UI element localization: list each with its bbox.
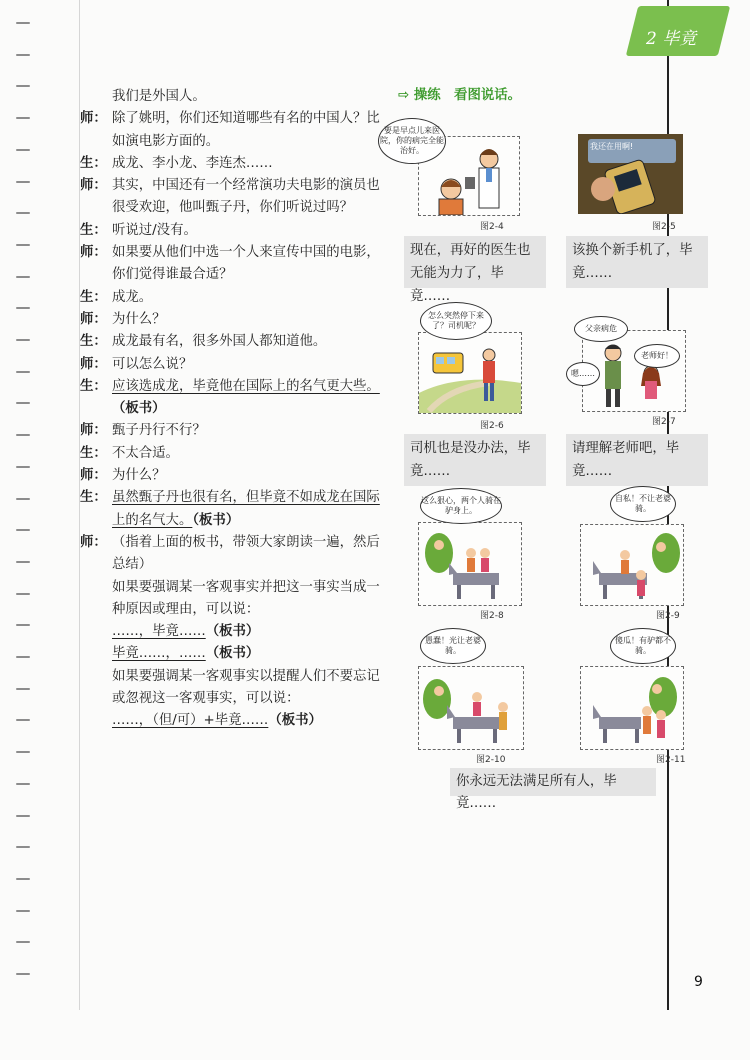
margin-tick: [16, 22, 30, 24]
figure-caption: 图2-6: [480, 421, 504, 431]
line-text: 为什么？: [112, 468, 166, 484]
line-text: （指着上面的板书，带领大家朗读一遍，然后总结）: [112, 534, 380, 573]
dialogue-text: [112, 643, 380, 665]
line-text: 除了姚明，你们还知道哪些有名的中国人？比如演电影方面的。: [112, 111, 380, 149]
dialogue-line: [80, 710, 380, 732]
dialogue-line: [80, 376, 380, 421]
speech-bubble: 老师好！: [634, 344, 680, 368]
speech-bubble: 怎么突然停下来了？司机呢？: [420, 302, 492, 340]
margin-tick: [16, 751, 30, 753]
margin-tick: [16, 276, 30, 278]
figure-caption: 图2-10: [476, 755, 506, 765]
speaker-label: 生：: [80, 222, 107, 238]
dialogue-text: [112, 108, 380, 153]
dialogue-text: [112, 220, 380, 242]
dialogue-text: [112, 153, 380, 175]
speaker-label: 师：: [80, 311, 107, 327]
dialogue-text: [112, 242, 380, 287]
speaker-label: 生：: [80, 334, 107, 350]
dialogue-line: [80, 666, 380, 711]
margin-tick: [16, 846, 30, 848]
margin-tick: [16, 434, 30, 436]
figure-2-5: [578, 134, 683, 214]
margin-tick: [16, 941, 30, 943]
line-text: 成龙、李小龙、李连杰……: [112, 155, 273, 171]
line-text: ……，（但/可）+毕竟……: [112, 713, 269, 729]
margin-tick: [16, 54, 30, 56]
dialogue-text: [112, 443, 380, 465]
dialogue-line: [80, 108, 380, 153]
dialogue-text: [112, 287, 380, 309]
blackboard-tag: （板书）: [205, 646, 260, 662]
donkey-illustration: [581, 667, 683, 749]
speaker-label: 师：: [80, 423, 107, 439]
prompt-sentence: 请理解老师吧，毕竟……: [566, 434, 708, 486]
blackboard-tag: （板书）: [205, 624, 260, 640]
blackboard-tag: （板书）: [192, 512, 240, 528]
arrow-icon: ⇨: [398, 88, 414, 103]
speaker-label: 生：: [80, 445, 107, 461]
dialogue-line: [80, 643, 380, 665]
speaker-label: 生：: [80, 490, 107, 506]
speaker-label: 生：: [80, 289, 107, 305]
margin-tick: [16, 561, 30, 563]
line-text: 我们是外国人。: [112, 89, 206, 104]
dialogue-text: [112, 175, 380, 220]
dialogue-text: [112, 465, 380, 487]
dialogue-line: [80, 465, 380, 487]
margin-tick: [16, 85, 30, 87]
dialogue-text: [112, 666, 380, 711]
phone-caption: 我还在用啊!: [590, 142, 634, 151]
dialogue-text: [112, 86, 380, 108]
dialogue-line: [80, 331, 380, 353]
speaker-label: 生：: [80, 378, 107, 394]
dialogue-line: [80, 309, 380, 331]
dialogue-text: [112, 354, 380, 376]
figure-2-10: [418, 666, 524, 750]
line-text: 如果要强调某一客观事实以提醒人们不要忘记或忽视这一客观事实，可以说：: [112, 668, 380, 707]
margin-tick: [16, 656, 30, 658]
speaker-label: 师：: [80, 534, 107, 550]
dialogue-line: [80, 287, 380, 309]
margin-tick: [16, 307, 30, 309]
dialogue-text: [112, 577, 380, 622]
figure-2-6: [418, 332, 522, 414]
speaker-label: [80, 86, 112, 108]
donkey-illustration: [581, 525, 683, 605]
dialogue-text: [112, 331, 380, 353]
dialogue-line: [80, 621, 380, 643]
line-text: 听说过/没有。: [112, 222, 197, 238]
dialogue-line: [80, 175, 380, 220]
margin-tick: [16, 181, 30, 183]
dialogue-line: [80, 354, 380, 376]
speaker-label: [80, 710, 112, 732]
dialogue-text: [112, 420, 380, 442]
line-text: ……，毕竟……: [112, 624, 206, 640]
line-text: 不太合适。: [112, 445, 179, 461]
speaker-label: [80, 577, 112, 622]
speech-bubble: 父亲病危: [574, 316, 628, 342]
line-text: 毕竟……，……: [112, 646, 206, 662]
margin-tick: [16, 498, 30, 500]
speech-bubble: 自私！不让老婆骑。: [610, 486, 676, 522]
prompt-sentence: 你永远无法满足所有人，毕竟……: [450, 768, 656, 796]
line-text: 可以怎么说？: [112, 356, 193, 372]
margin-tick: [16, 466, 30, 468]
line-text: 如果要强调某一客观事实并把这一事实当成一种原因或理由，可以说：: [112, 579, 380, 617]
margin-tick: [16, 149, 30, 151]
dialogue-line: [80, 153, 380, 175]
line-text: 成龙。: [112, 289, 153, 305]
margin-tick: [16, 371, 30, 373]
figure-caption: 图2-9: [656, 611, 680, 621]
speaker-label: [80, 621, 112, 643]
line-text: 甄子丹行不行？: [112, 423, 206, 439]
prompt-sentence: 该换个新手机了，毕竟……: [566, 236, 708, 288]
figure-caption: 图2-4: [480, 222, 504, 232]
margin-tick: [16, 973, 30, 975]
margin-tick: [16, 910, 30, 912]
line-text: 应该选成龙，毕竟他在国际上的名气更大些。: [112, 378, 380, 394]
dialogue-line: [80, 242, 380, 287]
margin-tick: [16, 529, 30, 531]
speaker-label: [80, 666, 112, 711]
dialogue-text: [112, 532, 380, 577]
margin-tick: [16, 339, 30, 341]
dialogue-text: [112, 487, 380, 532]
speaker-label: 师：: [80, 178, 107, 194]
margin-tick: [16, 212, 30, 214]
speech-bubble: 嗯……: [566, 362, 600, 386]
exercise-title: [398, 84, 521, 103]
speaker-label: 师：: [80, 356, 107, 372]
prompt-sentence: 司机也是没办法，毕竟……: [404, 434, 546, 486]
dialogue-text: [112, 710, 380, 732]
line-text: 如果要从他们中选一个人来宣传中国的电影，你们觉得谁最合适？: [112, 245, 380, 283]
speaker-label: 师：: [80, 245, 107, 261]
speech-bubble: 愚蠢！光让老婆骑。: [420, 628, 486, 664]
dialogue-line: [80, 220, 380, 242]
chapter-label: 2 毕竟: [646, 29, 697, 49]
dialogue-text: [112, 309, 380, 331]
margin-tick: [16, 688, 30, 690]
donkey-illustration: [419, 667, 523, 749]
figure-2-8: [418, 522, 522, 606]
margin-tick: [16, 719, 30, 721]
line-text: 成龙最有名，很多外国人都知道他。: [112, 334, 327, 350]
dialogue-line: [80, 577, 380, 622]
margin-tick: [16, 402, 30, 404]
speaker-label: 生：: [80, 155, 107, 171]
margin-tick: [16, 593, 30, 595]
speaker-label: 师：: [80, 468, 107, 484]
margin-tick: [16, 878, 30, 880]
margin-tick: [16, 244, 30, 246]
margin-tick: [16, 624, 30, 626]
speaker-label: 师：: [80, 111, 107, 127]
margin-tick: [16, 783, 30, 785]
exercise-title-text: 操练 看图说话。: [413, 88, 522, 103]
figure-2-9: [580, 524, 684, 606]
prompt-sentence: 现在，再好的医生也无能为力了，毕竟……: [404, 236, 546, 288]
figure-caption: 图2-7: [652, 417, 676, 427]
speech-bubble: 傻瓜！有驴都不骑。: [610, 628, 676, 664]
dialogue-text: [112, 376, 380, 421]
page-number: 9: [694, 974, 703, 990]
figure-caption: 图2-8: [480, 611, 504, 621]
speaker-label: [80, 643, 112, 665]
donkey-illustration: [419, 523, 521, 605]
margin-tick: [16, 815, 30, 817]
figure-2-11: [580, 666, 684, 750]
figure-caption: 图2-11: [656, 755, 686, 765]
dialogue-text: [112, 621, 380, 643]
blackboard-tag: （板书）: [268, 713, 322, 729]
dialogue-line: [80, 487, 380, 532]
margin-tick: [16, 117, 30, 119]
speech-bubble: 要是早点儿来医院，你的病完全能治好。: [378, 118, 446, 164]
speech-bubble: 这么狠心，两个人骑在驴身上。: [420, 488, 502, 524]
line-text: 为什么？: [112, 311, 166, 327]
line-text: 其实，中国还有一个经常演功夫电影的演员也很受欢迎，他叫甄子丹，你们听说过吗？: [112, 178, 380, 216]
blackboard-tag: （板书）: [112, 401, 166, 417]
dialogue-line: [80, 86, 380, 108]
figure-caption: 图2-5: [652, 222, 676, 232]
line-text: 虽然甄子丹也很有名，但毕竟不如成龙在国际上的名气大。: [112, 490, 380, 528]
dialogue-section: [80, 86, 380, 733]
dialogue-line: [80, 420, 380, 442]
dialogue-line: [80, 532, 380, 577]
dialogue-line: [80, 443, 380, 465]
bus-illustration: [419, 333, 521, 413]
